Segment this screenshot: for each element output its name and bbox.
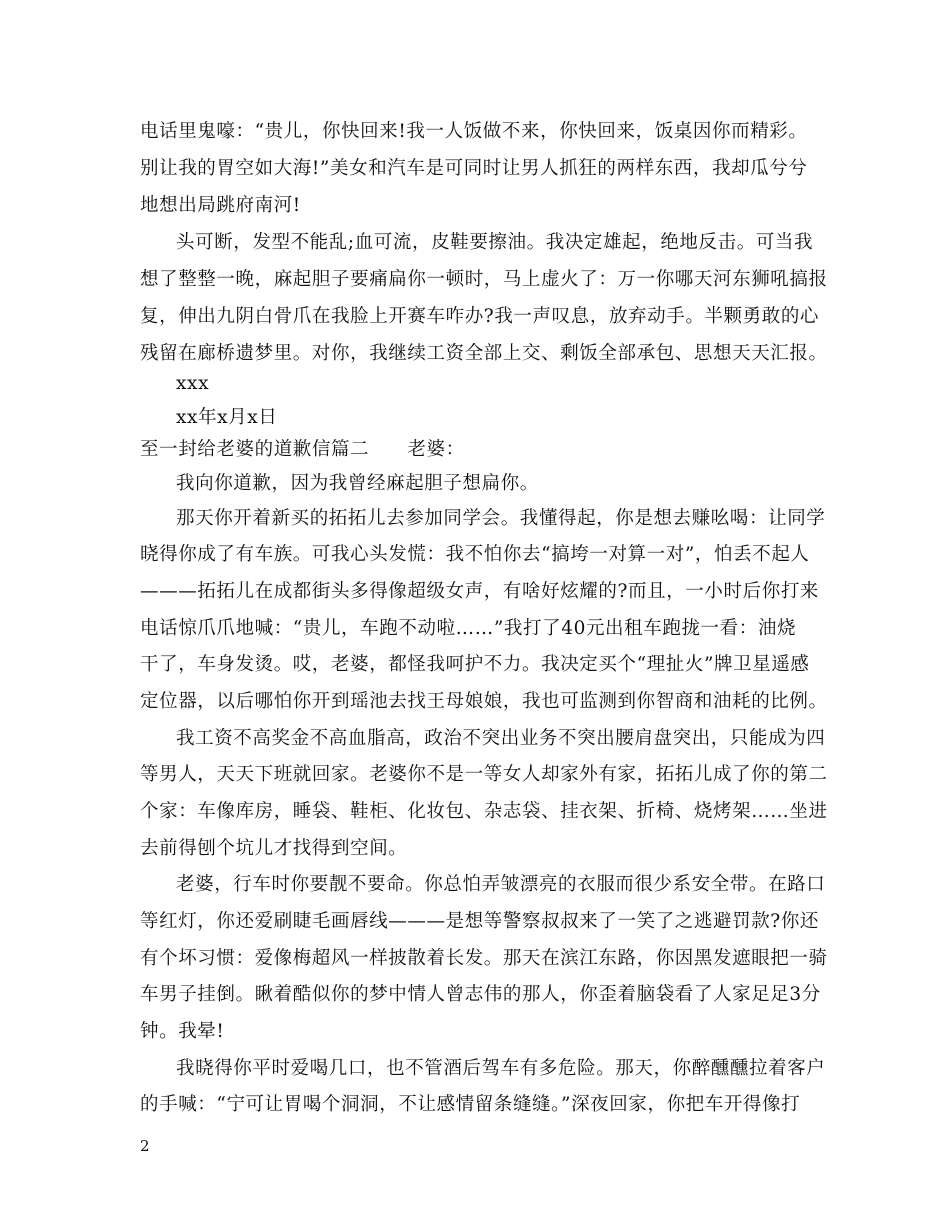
text-line: 那天你开着新买的拓拓儿去参加同学会。我懂得起，你是想去赚吆喝：让同学 bbox=[176, 508, 826, 529]
text-line: 电话惊爪爪地喊：“贵儿，车跑不动啦……”我打了40元出租车跑拢一看：油烧 bbox=[140, 618, 797, 639]
text-line: 个家：车像库房，睡袋、鞋柜、化妆包、杂志袋、挂衣架、折椅、烧烤架……坐进 bbox=[140, 801, 828, 822]
text-line: 钟。我晕! bbox=[140, 1021, 225, 1042]
text-line: ———拓拓儿在成都街头多得像超级女声，有啥好炫耀的?而且，一小时后你打来 bbox=[140, 581, 820, 602]
text-line: 老婆，行车时你要靓不要命。你总怕弄皱漂亮的衣服而很少系安全带。在路口 bbox=[176, 874, 826, 895]
text-line: 的手喊：“宁可让胃喝个洞洞，不让感情留条缝缝。”深夜回家，你把车开得像打 bbox=[140, 1094, 801, 1115]
text-line: 去前得刨个坑儿才找得到空间。 bbox=[140, 838, 408, 859]
text-line: 头可断，发型不能乱;血可流，皮鞋要擦油。我决定雄起，绝地反击。可当我 bbox=[176, 232, 814, 253]
text-line: 定位器，以后哪怕你开到瑶池去找王母娘娘，我也可监测到你智商和油耗的比例。 bbox=[140, 691, 828, 712]
text-line: 等红灯，你还爱刷睫毛画唇线———是想等警察叔叔来了一笑了之逃避罚款?你还 bbox=[140, 911, 820, 932]
text-line: 我工资不高奖金不高血脂高，政治不突出业务不突出腰肩盘突出，只能成为四 bbox=[176, 728, 826, 749]
text-line: 我向你道歉，因为我曾经麻起胆子想扁你。 bbox=[176, 473, 539, 494]
text-line: 残留在廊桥遗梦里。对你，我继续工资全部上交、剩饭全部承包、思想天天汇报。 bbox=[140, 343, 828, 364]
text-line: 有个坏习惯：爱像梅超风一样披散着长发。那天在滨江东路，你因黑发遮眼把一骑 bbox=[140, 948, 828, 969]
text-line: 地想出局跳府南河! bbox=[140, 195, 301, 216]
text-line: 复，伸出九阴白骨爪在我脸上开赛车咋办?我一声叹息，放弃动手。半颗勇敢的心 bbox=[140, 306, 820, 327]
text-line: 干了，车身发烫。哎，老婆，都怪我呵护不力。我决定买个“理扯火”牌卫星遥感 bbox=[140, 654, 810, 675]
page-number: 2 bbox=[140, 1137, 150, 1155]
section-heading: 至一封给老婆的道歉信篇二 老婆： bbox=[140, 439, 465, 460]
text-line: 想了整整一晚，麻起胆子要痛扁你一顿时，马上虚火了：万一你哪天河东狮吼搞报 bbox=[140, 269, 828, 290]
text-line: 车男子挂倒。瞅着酷似你的梦中情人曾志伟的那人，你歪着脑袋看了人家足足3分 bbox=[140, 984, 821, 1005]
text-line: 电话里鬼嚎：“贵儿，你快回来!我一人饭做不来，你快回来，饭桌因你而精彩。 bbox=[140, 121, 808, 142]
text-line: 别让我的胃空如大海!”美女和汽车是可同时让男人抓狂的两样东西，我却瓜兮兮 bbox=[140, 158, 808, 179]
text-line: 晓得你成了有车族。可我心头发慌：我不怕你去“搞垮一对算一对”，怕丢不起人 bbox=[140, 544, 810, 565]
signature-line: xxx bbox=[176, 373, 210, 394]
date-line: xx年x月x日 bbox=[176, 407, 278, 428]
text-line: 等男人，天天下班就回家。老婆你不是一等女人却家外有家，拓拓儿成了你的第二 bbox=[140, 764, 828, 785]
text-line: 我晓得你平时爱喝几口，也不管酒后驾车有多危险。那天，你醉醺醺拉着客户 bbox=[176, 1058, 826, 1079]
